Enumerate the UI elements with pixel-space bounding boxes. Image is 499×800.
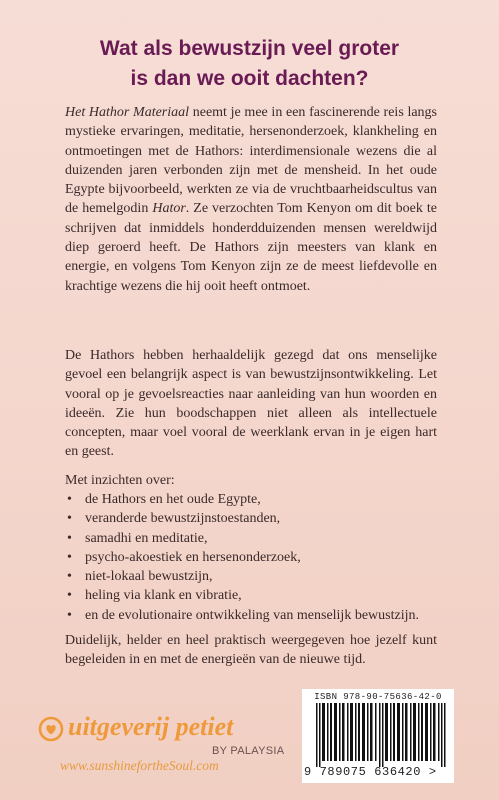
goddess-name: Hator (152, 201, 186, 217)
insights-intro: Met inzichten over: (65, 473, 175, 488)
intro-paragraph (65, 103, 437, 296)
list-item: • heling via klank en vibratie, (65, 586, 419, 605)
list-item: • samadhi en meditatie, (65, 529, 419, 548)
closing-paragraph: Duidelijk, helder en heel praktisch weergegeven hoe jezelf kunt begeleiden in en met de energieën van de nieuwe tijd. (65, 633, 437, 668)
publisher-imprint: BY PALAYSIA (212, 745, 285, 757)
heart-circle-icon (38, 716, 64, 742)
list-item: • veranderde bewustzijnstoestanden, (65, 509, 419, 528)
barcode-digits: 9 789075 636420 > (304, 765, 437, 779)
list-item: • psycho-akoestiek en hersenonderzoek, (65, 548, 419, 567)
isbn-label: ISBN 978-90-75636-42-0 (314, 692, 442, 702)
publisher-website: www.sunshinefortheSoul.com (60, 758, 219, 773)
list-item: • niet-lokaal bewustzijn, (65, 567, 419, 586)
intro-text-part-2: . Ze verzochten Tom Kenyon om dit boek te schrijven dat inmiddels honderdduizenden mensen wereldwijd diep geroerd heeft. De Hathors zijn meesters van klank en energie, en volgens Tom Kenyon zijn ze de meest liefdevolle en krachtige wezens die hij ooit heeft ontmoet. (65, 201, 438, 294)
book-title: Het Hathor Materiaal (65, 105, 190, 120)
barcode (302, 689, 454, 783)
barcode-bars (316, 703, 446, 767)
list-item: • de Hathors en het oude Egypte, (65, 490, 419, 509)
hathors-paragraph: De Hathors hebben herhaaldelijk gezegd dat ons menselijke gevoel een belangrijk aspect is van bewustzijnsontwikkeling. Let vooral op je gevoelsreacties naar aanleiding van hun woorden en ideeën. Zie hun boodschappen niet alleen als intellectuele concepten, maar voel vooral de weerklank ervan in je eigen hart en geest. (65, 348, 437, 460)
intro-text-part-1: neemt je mee in een fascinerende reis langs mystieke ervaringen, meditatie, hersenonderzoek, klankheling en ontmoetingen met de Hathors: interdimensionale wezens die al duizenden jaren verbonden zijn met de mensheid. In het oude Egypte bijvoorbeeld, werkten ze via de vruchtbaarheidscultus van de hemelgodin (65, 105, 438, 217)
publisher-name: uitgeverij petiet (68, 712, 234, 741)
headline (0, 34, 499, 94)
list-item: • en de evolutionaire ontwikkeling van menselijk bewustzijn. (65, 606, 419, 625)
insights-list (65, 490, 419, 625)
headline-line-2: is dan we ooit dachten? (130, 67, 369, 90)
headline-line-1: Wat als bewustzijn veel groter (99, 37, 400, 60)
